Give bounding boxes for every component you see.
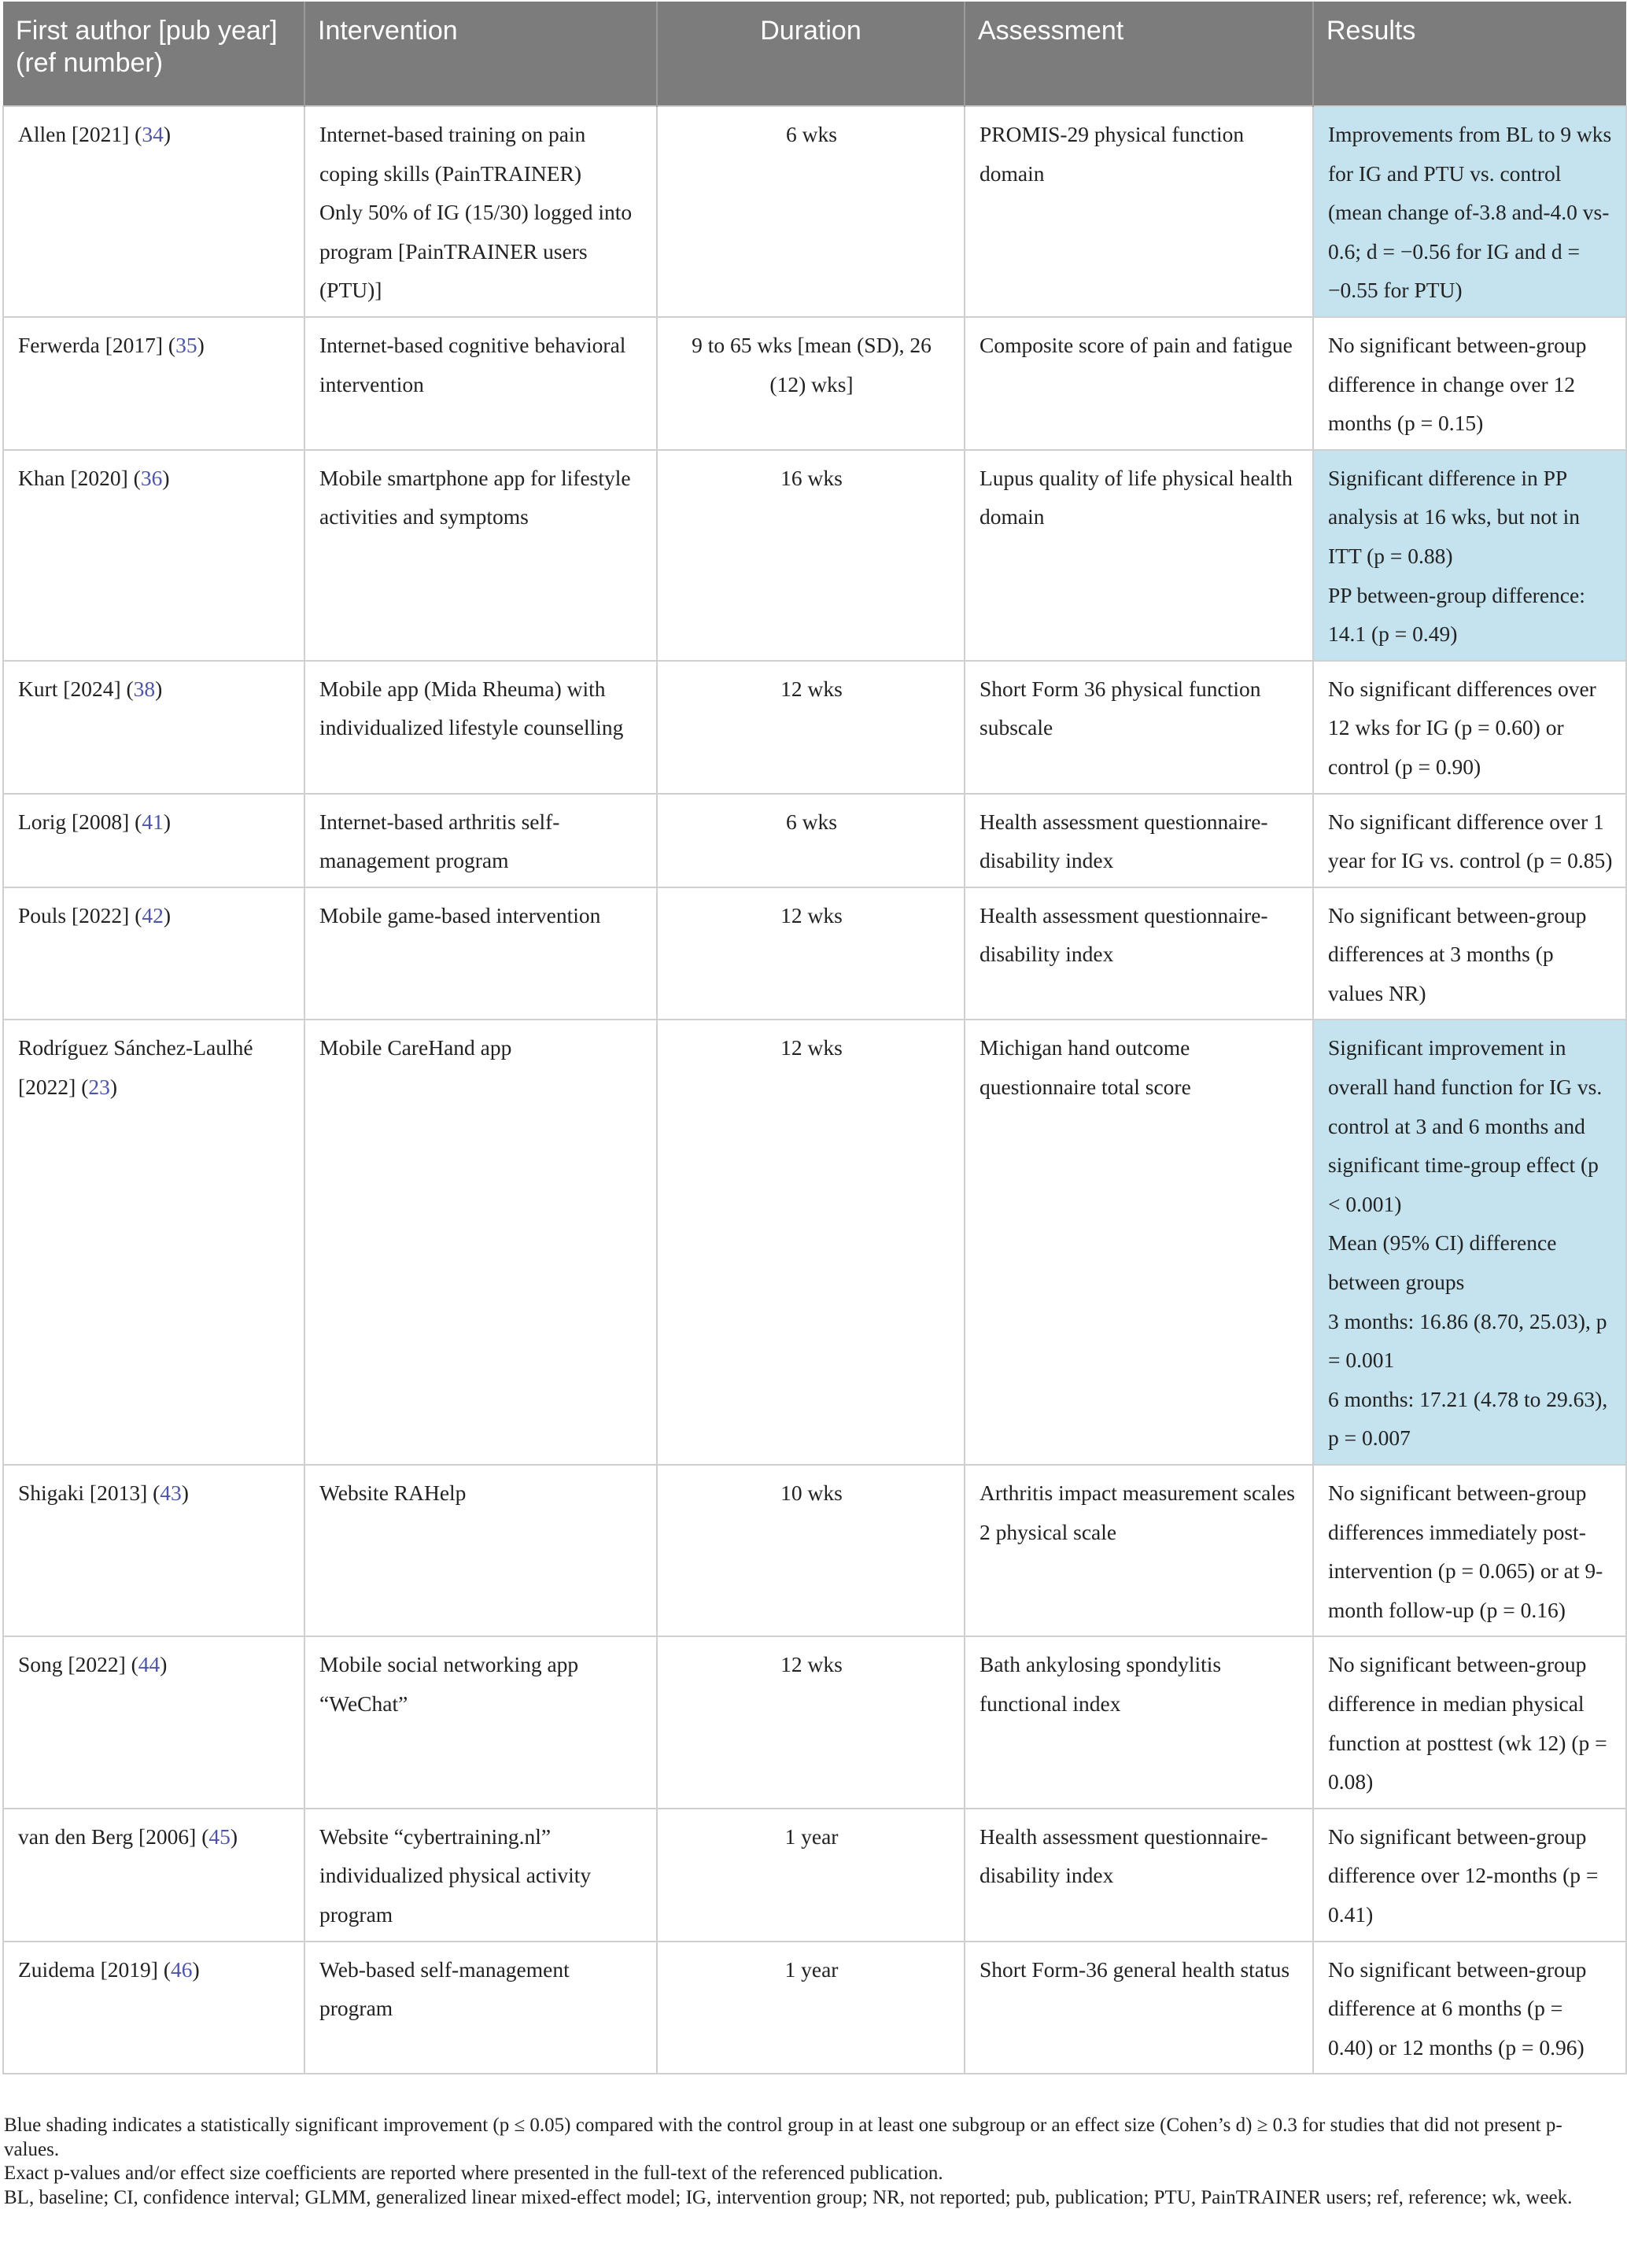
- cell-author: Allen [2021] (34): [3, 106, 304, 317]
- author-text: Kurt [2024]: [18, 676, 121, 701]
- results-text: Significant difference in PP analysis at 16 wks, but not in ITT (p = 0.88): [1328, 465, 1581, 568]
- duration-text: 16 wks: [780, 465, 843, 490]
- author-text: Pouls [2022]: [18, 902, 130, 927]
- cell-duration: [657, 1809, 965, 1942]
- author-text: Zuidema [2019]: [18, 1956, 158, 1982]
- cell-assessment: [965, 887, 1313, 1020]
- table-row: [3, 1636, 1626, 1808]
- results-text: No significant differences over 12 wks for IG (p = 0.60) or control (p = 0.90): [1328, 676, 1596, 779]
- cell-author: Pouls [2022] (42): [3, 887, 304, 1020]
- cell-author: Lorig [2008] (41): [3, 794, 304, 887]
- table-row: [3, 794, 1626, 887]
- author-text: van den Berg [2006]: [18, 1824, 197, 1849]
- cell-results: [1313, 317, 1626, 450]
- cell-author: Kurt [2024] (38): [3, 661, 304, 794]
- footnote: Exact p-values and/or effect size coefficients are reported where presented in the full-text of the referenced publication.: [4, 2163, 943, 2184]
- table-row: [3, 106, 1626, 317]
- cell-assessment: [965, 106, 1313, 317]
- intervention-text: Only 50% of IG (15/30) logged into program [PainTRAINER users (PTU)]: [319, 200, 633, 303]
- cell-intervention: [304, 450, 657, 661]
- cell-results-significant: [1313, 450, 1626, 661]
- author-text: Rodríguez Sánchez-Laulhé [2022]: [18, 1035, 253, 1100]
- results-text: No significant between-group difference in median physical function at posttest (wk 12) (p = 0.08): [1328, 1652, 1607, 1794]
- duration-text: 12 wks: [780, 676, 843, 701]
- cell-author: Rodríguez Sánchez-Laulhé [2022] (23): [3, 1020, 304, 1465]
- intervention-text: Mobile smartphone app for lifestyle activities and symptoms: [319, 465, 631, 529]
- cell-results: [1313, 887, 1626, 1020]
- intervention-text: Mobile CareHand app: [319, 1035, 512, 1060]
- cell-results: [1313, 794, 1626, 887]
- header-first-author-label: First author [pub year] (ref number): [16, 16, 278, 78]
- author-text: Allen [2021]: [18, 122, 130, 146]
- intervention-text: Mobile social networking app “WeChat”: [319, 1652, 579, 1716]
- assessment-text: PROMIS-29 physical function domain: [980, 122, 1245, 186]
- cell-assessment: [965, 794, 1313, 887]
- ref-link[interactable]: 43: [160, 1481, 182, 1505]
- table-row: [3, 450, 1626, 661]
- assessment-text: Health assessment questionnaire-disability index: [980, 902, 1268, 967]
- results-text: PP between-group difference: 14.1 (p = 0.49): [1328, 582, 1585, 647]
- cell-author: van den Berg [2006] (45): [3, 1809, 304, 1942]
- cell-duration: [657, 1020, 965, 1465]
- cell-assessment: [965, 1942, 1313, 2074]
- intervention-text: Website RAHelp: [319, 1481, 467, 1505]
- duration-text: 9 to 65 wks [mean (SD), 26 (12) wks]: [692, 332, 932, 396]
- ref-link[interactable]: 38: [133, 676, 156, 701]
- header-results: [1313, 2, 1626, 106]
- ref-link[interactable]: 44: [138, 1652, 160, 1677]
- author-text: Shigaki [2013]: [18, 1481, 148, 1505]
- ref-link[interactable]: 45: [208, 1824, 231, 1849]
- header-intervention-label: Intervention: [318, 16, 458, 46]
- header-duration: [657, 2, 965, 106]
- author-text: Khan [2020]: [18, 465, 128, 490]
- cell-intervention: [304, 1809, 657, 1942]
- cell-results-significant: [1313, 1020, 1626, 1465]
- table-row: [3, 1942, 1626, 2074]
- duration-text: 12 wks: [780, 1652, 843, 1677]
- cell-author: Ferwerda [2017] (35): [3, 317, 304, 450]
- cell-results: [1313, 1809, 1626, 1942]
- duration-text: 10 wks: [780, 1481, 843, 1505]
- results-text: Improvements from BL to 9 wks for IG and PTU vs. control (mean change of-3.8 and-4.0 vs-0.6; d = −0.56 for IG and d = −0.55 for PTU): [1328, 122, 1612, 303]
- cell-intervention: [304, 661, 657, 794]
- ref-link[interactable]: 46: [170, 1956, 193, 1982]
- results-text: No significant between-group difference in change over 12 months (p = 0.15): [1328, 332, 1587, 436]
- cell-assessment: [965, 317, 1313, 450]
- cell-results-significant: [1313, 106, 1626, 317]
- ref-link[interactable]: 35: [175, 332, 197, 357]
- ref-link[interactable]: 23: [88, 1075, 110, 1100]
- table-row: [3, 661, 1626, 794]
- results-text: No significant difference over 1 year for IG vs. control (p = 0.85): [1328, 809, 1613, 873]
- footnote: BL, baseline; CI, confidence interval; GLMM, generalized linear mixed-effect model; IG, intervention group; NR, not reported; pub, publication; PTU, PainTRAINER users; ref, reference; wk, week.: [4, 2186, 1573, 2208]
- ref-link[interactable]: 36: [140, 465, 163, 490]
- table-row: [3, 1465, 1626, 1636]
- assessment-text: Michigan hand outcome questionnaire total score: [980, 1035, 1191, 1100]
- cell-assessment: [965, 450, 1313, 661]
- cell-results: [1313, 661, 1626, 794]
- header-duration-label: Duration: [760, 16, 861, 46]
- assessment-text: Health assessment questionnaire-disability index: [980, 809, 1268, 873]
- cell-assessment: [965, 1020, 1313, 1465]
- cell-assessment: [965, 1636, 1313, 1808]
- table-row: [3, 317, 1626, 450]
- cell-duration: [657, 106, 965, 317]
- cell-results: [1313, 1942, 1626, 2074]
- assessment-text: Short Form-36 general health status: [980, 1956, 1290, 1982]
- cell-assessment: [965, 661, 1313, 794]
- cell-duration: [657, 1942, 965, 2074]
- cell-results: [1313, 1636, 1626, 1808]
- author-text: Ferwerda [2017]: [18, 332, 164, 357]
- intervention-text: Mobile app (Mida Rheuma) with individualized lifestyle counselling: [319, 676, 624, 740]
- assessment-text: Bath ankylosing spondylitis functional index: [980, 1652, 1222, 1716]
- ref-link[interactable]: 41: [142, 809, 164, 834]
- table-body: [3, 106, 1626, 2074]
- cell-intervention: [304, 887, 657, 1020]
- results-table: [2, 2, 1627, 2074]
- cell-intervention: [304, 1636, 657, 1808]
- assessment-text: Health assessment questionnaire-disability index: [980, 1824, 1268, 1888]
- table-row: [3, 1020, 1626, 1465]
- author-text: Lorig [2008]: [18, 809, 130, 834]
- intervention-text: Internet-based training on pain coping skills (PainTRAINER): [319, 122, 586, 186]
- duration-text: 1 year: [784, 1824, 839, 1849]
- cell-assessment: [965, 1809, 1313, 1942]
- duration-text: 12 wks: [780, 902, 843, 927]
- author-text: Song [2022]: [18, 1652, 126, 1677]
- results-text: 3 months: 16.86 (8.70, 25.03), p = 0.001: [1328, 1308, 1607, 1373]
- cell-intervention: [304, 1942, 657, 2074]
- ref-link[interactable]: 42: [142, 902, 164, 927]
- footnote: Blue shading indicates a statistically significant improvement (p ≤ 0.05) compared with the control group in at least one subgroup or an effect size (Cohen’s d) ≥ 0.3 for studies that did not present p-values.: [4, 2115, 1562, 2160]
- duration-text: 6 wks: [786, 122, 837, 146]
- table-header: [3, 2, 1626, 106]
- results-text: Mean (95% CI) difference between groups: [1328, 1230, 1557, 1295]
- duration-text: 6 wks: [786, 809, 837, 834]
- cell-duration: [657, 450, 965, 661]
- ref-link[interactable]: 34: [142, 122, 164, 146]
- intervention-text: Mobile game-based intervention: [319, 902, 601, 927]
- cell-duration: [657, 661, 965, 794]
- cell-intervention: [304, 106, 657, 317]
- cell-intervention: [304, 1020, 657, 1465]
- results-text: Significant improvement in overall hand function for IG vs. control at 3 and 6 months and significant time-group effect (p < 0.001): [1328, 1035, 1603, 1216]
- results-text: No significant between-group difference at 6 months (p = 0.40) or 12 months (p = 0.96): [1328, 1956, 1587, 2060]
- cell-intervention: [304, 317, 657, 450]
- table-row: [3, 1809, 1626, 1942]
- cell-author: Song [2022] (44): [3, 1636, 304, 1808]
- header-results-label: Results: [1326, 16, 1416, 46]
- cell-assessment: [965, 1465, 1313, 1636]
- assessment-text: Composite score of pain and fatigue: [980, 332, 1293, 357]
- cell-results: [1313, 1465, 1626, 1636]
- results-text: 6 months: 17.21 (4.78 to 29.63), p = 0.007: [1328, 1386, 1608, 1451]
- table-footnotes: [4, 2114, 1617, 2210]
- cell-duration: [657, 317, 965, 450]
- cell-duration: [657, 1465, 965, 1636]
- cell-duration: [657, 794, 965, 887]
- intervention-text: Web-based self-management program: [319, 1956, 570, 2021]
- cell-duration: [657, 887, 965, 1020]
- cell-duration: [657, 1636, 965, 1808]
- intervention-text: Internet-based arthritis self-management program: [319, 809, 560, 873]
- header-first-author: [3, 2, 304, 106]
- header-assessment-label: Assessment: [978, 16, 1124, 46]
- results-text: No significant between-group difference over 12-months (p = 0.41): [1328, 1824, 1599, 1927]
- assessment-text: Arthritis impact measurement scales 2 physical scale: [980, 1481, 1295, 1544]
- intervention-text: Internet-based cognitive behavioral intervention: [319, 332, 626, 396]
- header-assessment: [965, 2, 1313, 106]
- cell-author: Khan [2020] (36): [3, 450, 304, 661]
- results-text: No significant between-group differences at 3 months (p values NR): [1328, 902, 1587, 1005]
- duration-text: 1 year: [784, 1956, 839, 1982]
- cell-intervention: [304, 794, 657, 887]
- assessment-text: Short Form 36 physical function subscale: [980, 676, 1261, 740]
- duration-text: 12 wks: [780, 1035, 843, 1060]
- results-text: No significant between-group differences immediately post-intervention (p = 0.065) or at 9-month follow-up (p = 0.16): [1328, 1481, 1603, 1622]
- table-row: [3, 887, 1626, 1020]
- cell-intervention: [304, 1465, 657, 1636]
- cell-author: Zuidema [2019] (46): [3, 1942, 304, 2074]
- header-intervention: [304, 2, 657, 106]
- assessment-text: Lupus quality of life physical health domain: [980, 465, 1293, 529]
- cell-author: Shigaki [2013] (43): [3, 1465, 304, 1636]
- intervention-text: Website “cybertraining.nl” individualized physical activity program: [319, 1824, 592, 1927]
